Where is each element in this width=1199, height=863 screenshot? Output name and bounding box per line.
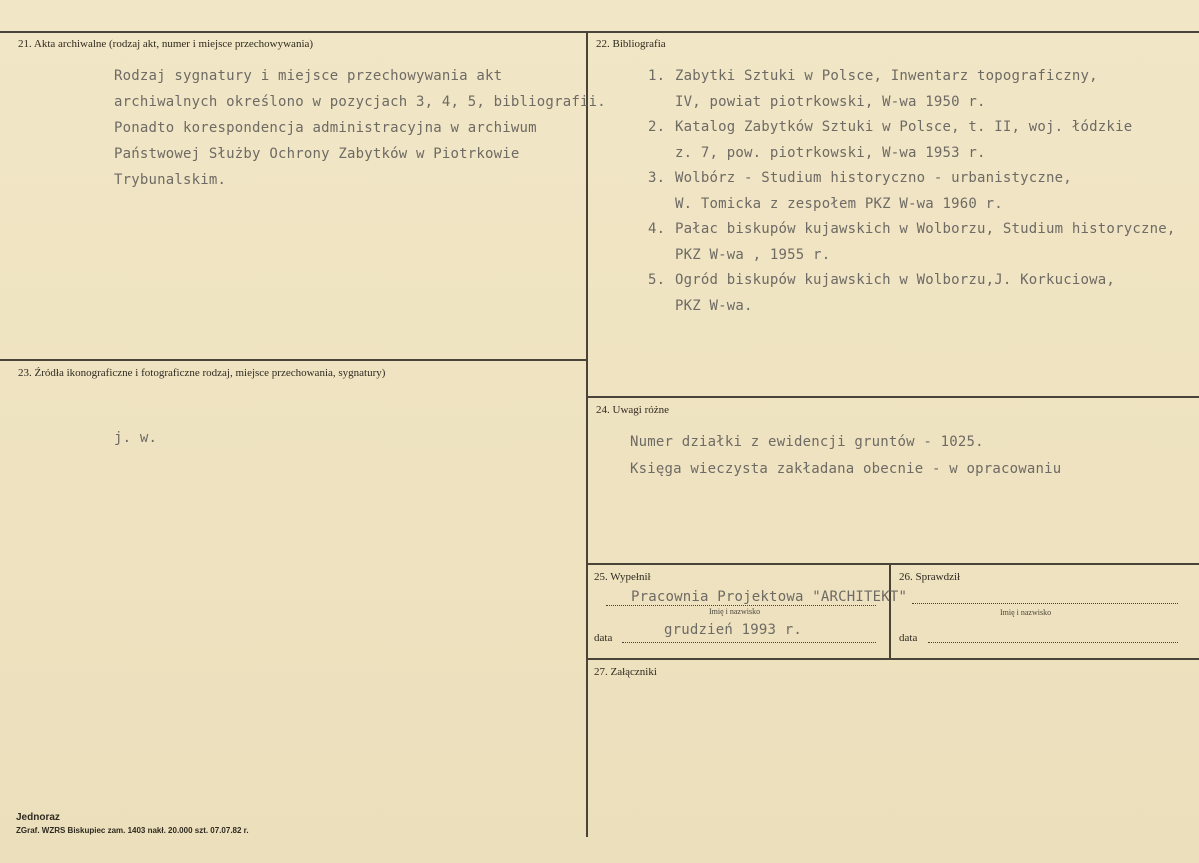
filled-by-name: Pracownia Projektowa "ARCHITEKT" xyxy=(631,589,908,605)
filled-by-date-label: data xyxy=(594,632,613,644)
bibliography-number: 5. xyxy=(648,272,666,288)
divider-21-23 xyxy=(0,359,588,361)
center-divider xyxy=(586,31,588,837)
checked-by-name-caption: Imię i nazwisko xyxy=(1000,608,1052,617)
top-border xyxy=(0,31,1199,33)
section-24-label: 24. Uwagi różne xyxy=(596,404,670,416)
section-26-label: 26. Sprawdził xyxy=(899,571,961,583)
checked-by-date-label: data xyxy=(899,632,918,644)
section-25-label: 25. Wypełnił xyxy=(594,571,651,583)
filled-by-name-line xyxy=(606,605,876,606)
section-21-line-5: Trybunalskim. xyxy=(114,172,227,188)
filled-by-date-value: grudzień 1993 r. xyxy=(664,622,803,638)
footer-imprint: ZGraf. WZRS Biskupiec zam. 1403 nakł. 20.000 szt. 07.07.82 r. xyxy=(16,826,249,835)
checked-by-name-line xyxy=(912,603,1178,604)
section-21-line-3: Ponadto korespondencja administracyjna w archiwum xyxy=(114,120,537,136)
section-24-line-1: Numer działki z ewidencji gruntów - 1025. xyxy=(630,434,984,450)
footer-title: Jednoraz xyxy=(16,812,60,823)
bibliography-entry-line: PKZ W-wa , 1955 r. xyxy=(675,247,831,263)
section-22-label: 22. Bibliografia xyxy=(596,38,666,50)
bibliography-entry-line: Katalog Zabytków Sztuki w Polsce, t. II, woj. łódzkie xyxy=(675,119,1133,135)
bibliography-entry-line: W. Tomicka z zespołem PKZ W-wa 1960 r. xyxy=(675,196,1003,212)
divider-25-27 xyxy=(588,658,1199,660)
bibliography-number: 1. xyxy=(648,68,666,84)
bibliography-number: 3. xyxy=(648,170,666,186)
section-21-line-1: Rodzaj sygnatury i miejsce przechowywania akt xyxy=(114,68,503,84)
divider-22-24 xyxy=(588,396,1199,398)
filled-by-date-line xyxy=(622,642,876,643)
bibliography-entry-line: Ogród biskupów kujawskich w Wolborzu,J. Korkuciowa, xyxy=(675,272,1116,288)
section-23-value: j. w. xyxy=(114,430,158,446)
bibliography-entry-line: z. 7, pow. piotrkowski, W-wa 1953 r. xyxy=(675,145,986,161)
divider-24-25 xyxy=(588,563,1199,565)
bibliography-number: 2. xyxy=(648,119,666,135)
bibliography-entry-line: IV, powiat piotrkowski, W-wa 1950 r. xyxy=(675,94,986,110)
bibliography-entry-line: Zabytki Sztuki w Polsce, Inwentarz topograficzny, xyxy=(675,68,1098,84)
divider-25-26 xyxy=(889,563,891,659)
filled-by-name-caption: Imię i nazwisko xyxy=(709,607,761,616)
section-27-label: 27. Załączniki xyxy=(594,666,657,678)
bibliography-entry-line: Pałac biskupów kujawskich w Wolborzu, Studium historyczne, xyxy=(675,221,1176,237)
bibliography-number: 4. xyxy=(648,221,666,237)
section-23-label: 23. Źródła ikonograficzne i fotograficzne rodzaj, miejsce przechowania, sygnatury) xyxy=(18,367,386,379)
section-21-label: 21. Akta archiwalne (rodzaj akt, numer i miejsce przechowywania) xyxy=(18,38,314,50)
section-21-line-4: Państwowej Służby Ochrony Zabytków w Piotrkowie xyxy=(114,146,520,162)
bibliography-entry-line: Wolbórz - Studium historyczno - urbanistyczne, xyxy=(675,170,1072,186)
checked-by-date-line xyxy=(928,642,1178,643)
bibliography-entry-line: PKZ W-wa. xyxy=(675,298,753,314)
section-21-line-2: archiwalnych określono w pozycjach 3, 4, 5, bibliografii. xyxy=(114,94,606,110)
section-24-line-2: Księga wieczysta zakładana obecnie - w opracowaniu xyxy=(630,461,1062,477)
